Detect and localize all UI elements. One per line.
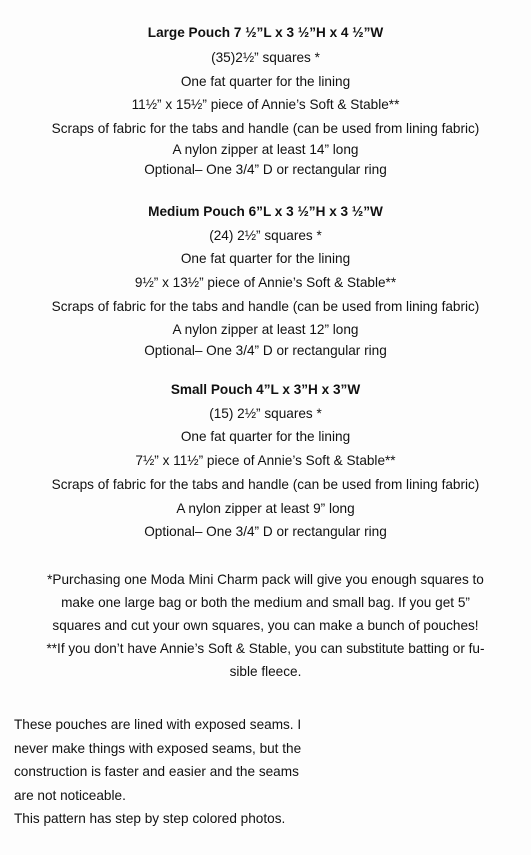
large-pouch-section: [0, 20, 531, 180]
supply-item: 7½” x 11½” piece of Annie’s Soft & Stable**: [135, 453, 396, 468]
intro-line: never make things with exposed seams, but the: [14, 740, 302, 756]
supply-item: 11½” x 15½” piece of Annie’s Soft & Stable**: [131, 97, 400, 112]
supply-item: One fat quarter for the lining: [180, 429, 351, 444]
footnote-line: squares and cut your own squares, you can make a bunch of pouches!: [52, 618, 479, 633]
supply-item: (15) 2½” squares *: [209, 406, 322, 421]
supply-item: Scraps of fabric for the tabs and handle (can be used from lining fabric): [51, 299, 480, 314]
intro-line: are not noticeable.: [14, 787, 126, 803]
small-pouch-section: [0, 378, 531, 544]
supply-item: One fat quarter for the lining: [180, 73, 351, 89]
intro-line: This pattern has step by step colored photos.: [14, 811, 286, 827]
supply-item: One fat quarter for the lining: [180, 251, 351, 266]
supply-item: Optional– One 3/4” D or rectangular ring: [144, 343, 387, 358]
supply-item: A nylon zipper at least 14” long: [172, 141, 359, 157]
small-pouch-title: Small Pouch 4”L x 3”H x 3”W: [170, 382, 361, 397]
footnote-line: **If you don’t have Annie’s Soft & Stable, you can substitute batting or fu-: [46, 641, 485, 656]
footnote-line: sible fleece.: [229, 664, 302, 679]
intro-line: These pouches are lined with exposed seams. I: [14, 717, 302, 732]
footnote-line: make one large bag or both the medium and small bag. If you get 5”: [61, 595, 470, 610]
footnote-line: *Purchasing one Moda Mini Charm pack will give you enough squares to: [47, 572, 484, 587]
supply-item: Optional– One 3/4” D or rectangular ring: [144, 161, 387, 177]
large-pouch-title: Large Pouch 7 ½”L x 3 ½”H x 4 ½”W: [147, 25, 384, 40]
intro-paragraph: [14, 713, 374, 831]
supply-item: Scraps of fabric for the tabs and handle (can be used from lining fabric): [51, 477, 480, 492]
supply-item: A nylon zipper at least 9” long: [176, 501, 355, 516]
supply-item: (35)2½” squares *: [211, 50, 320, 65]
supply-item: Optional– One 3/4” D or rectangular ring: [144, 524, 387, 539]
medium-pouch-section: [0, 200, 531, 362]
supply-item: 9½” x 13½” piece of Annie’s Soft & Stable**: [134, 275, 397, 290]
supply-item: A nylon zipper at least 12” long: [172, 322, 359, 337]
supply-item: Scraps of fabric for the tabs and handle (can be used from lining fabric): [51, 120, 480, 136]
footnotes: [0, 568, 531, 683]
intro-line: construction is faster and easier and the seams: [14, 764, 299, 780]
supply-item: (24) 2½” squares *: [209, 228, 322, 243]
medium-pouch-title: Medium Pouch 6”L x 3 ½”H x 3 ½”W: [148, 204, 383, 219]
